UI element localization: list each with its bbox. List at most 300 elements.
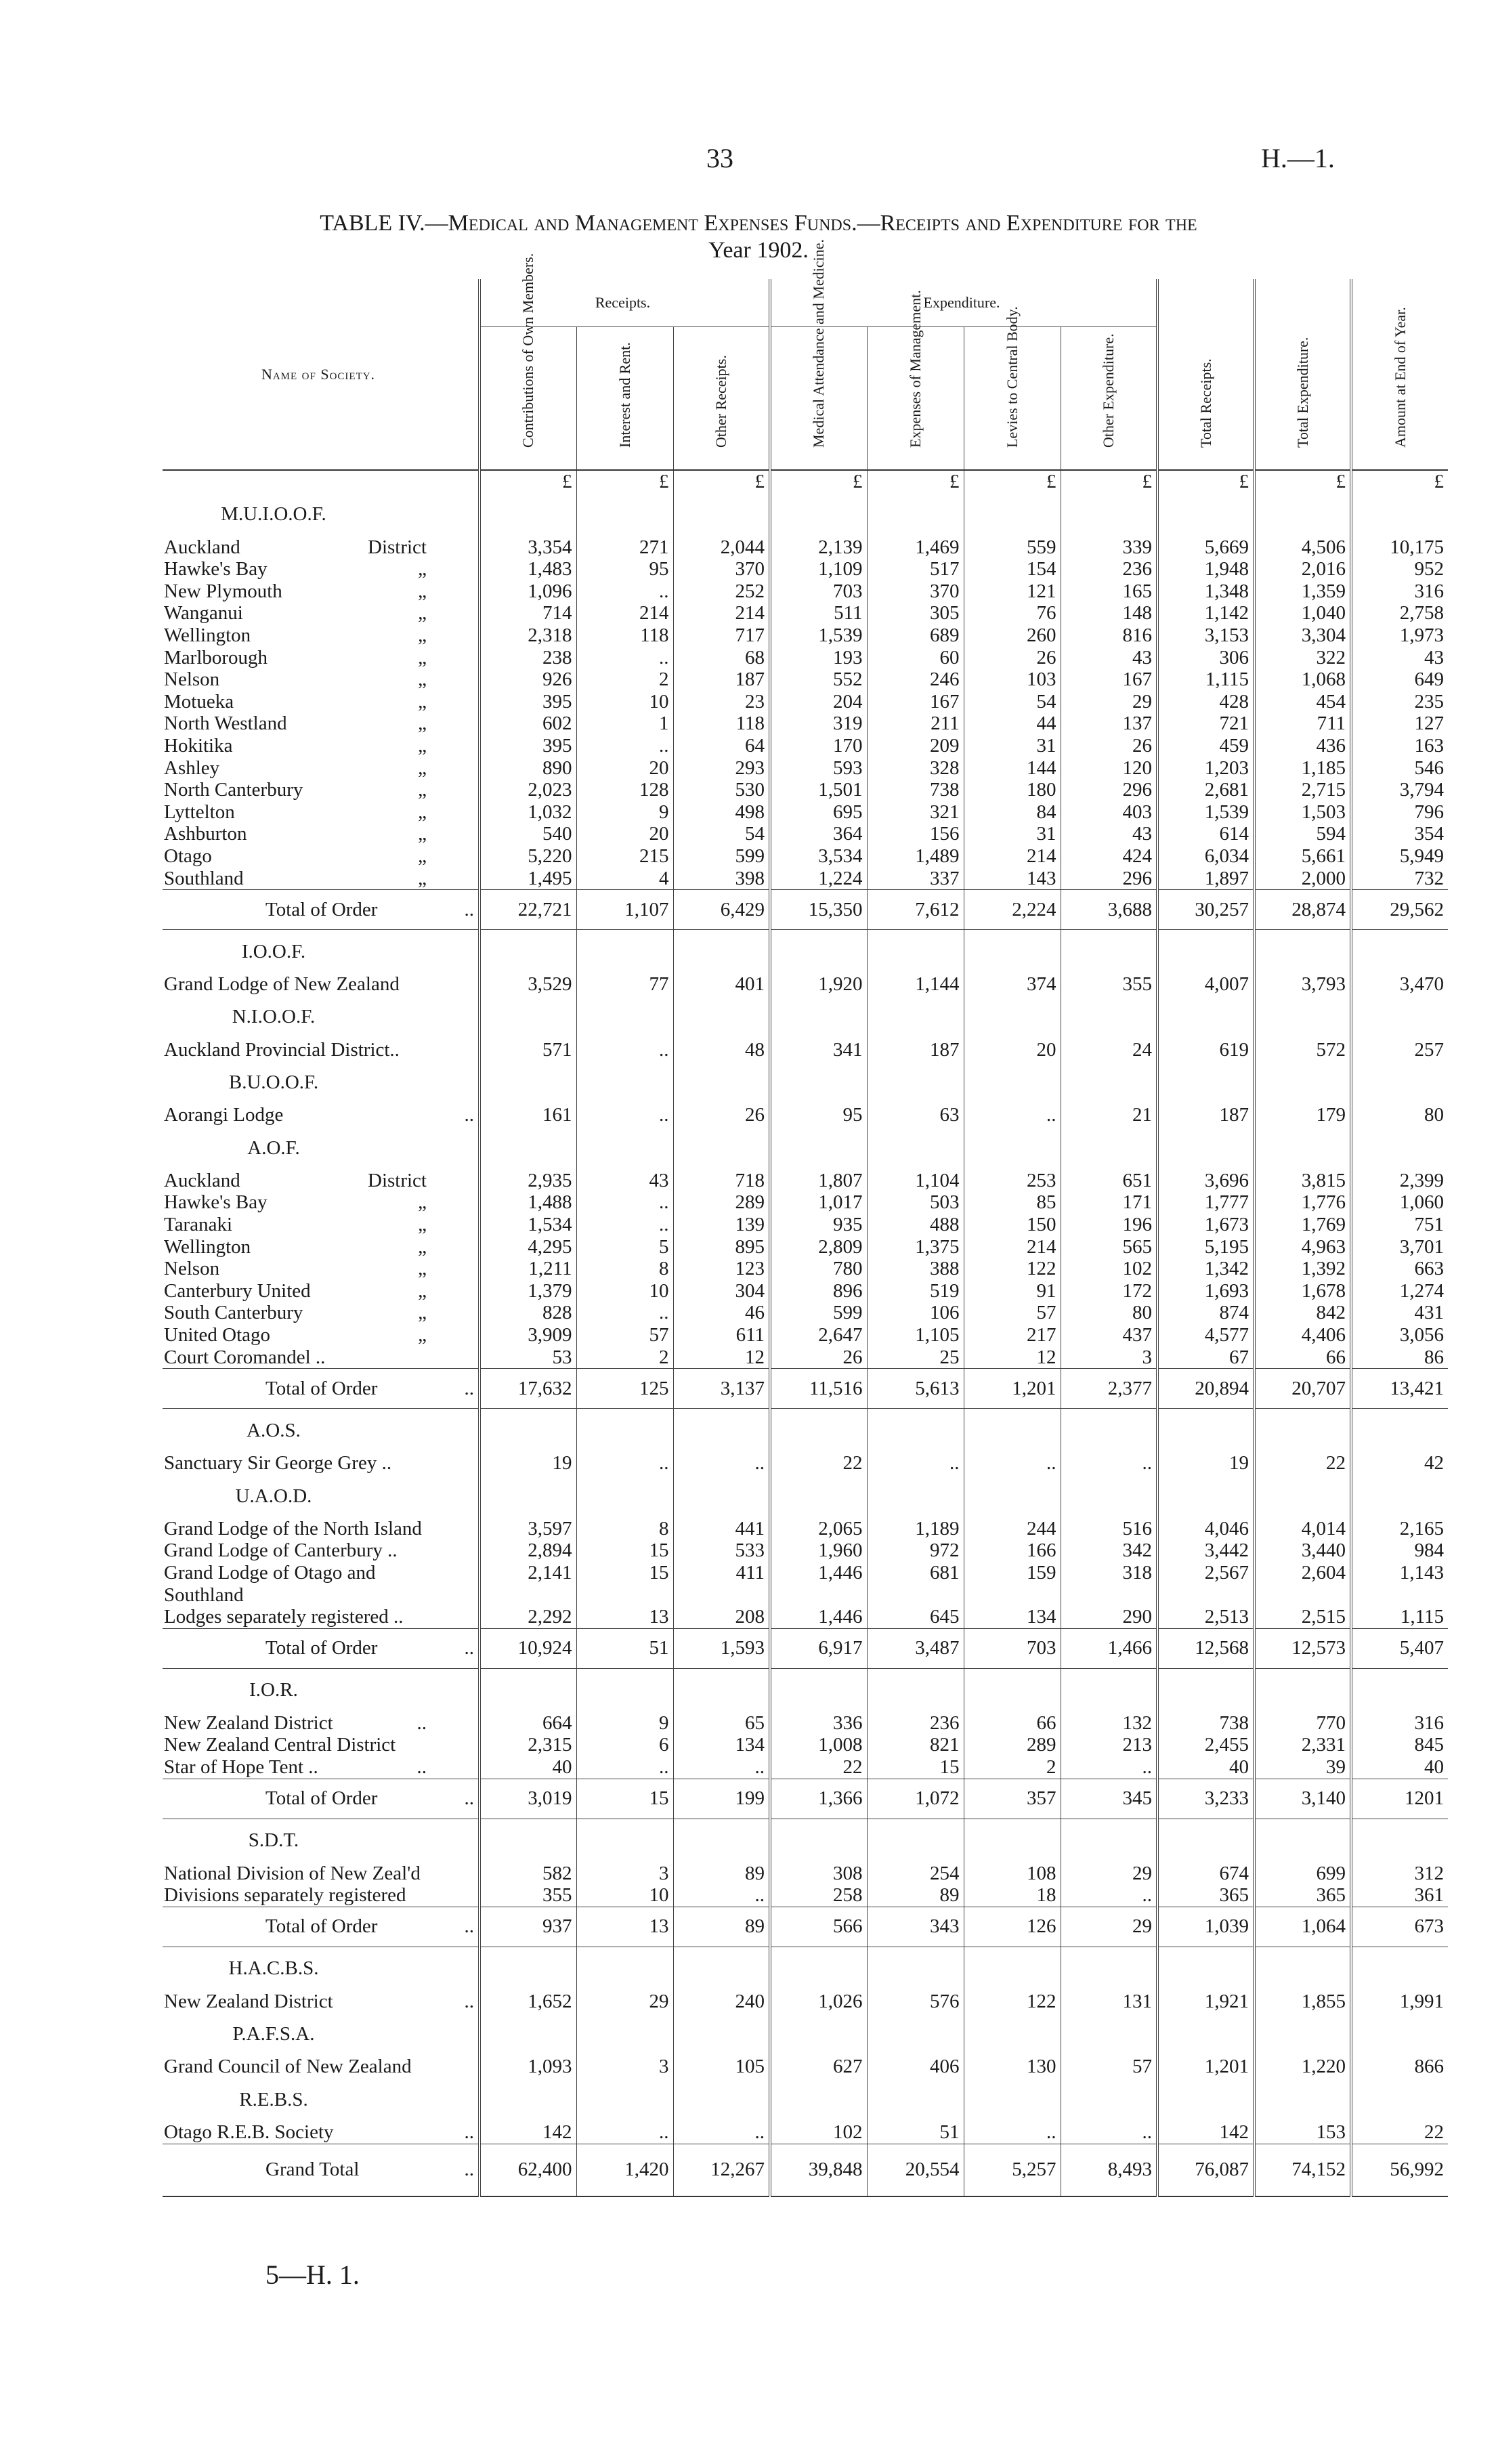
table-cell: ..: [576, 1039, 673, 1061]
table-cell: 2,139: [770, 536, 867, 559]
table-cell: 84: [964, 801, 1061, 824]
table-cell: 3,529: [479, 973, 576, 996]
table-cell: 170: [770, 735, 867, 757]
table-cell: 339: [1061, 536, 1157, 559]
table-cell: 1,040: [1254, 602, 1351, 624]
table-cell: 3,909: [479, 1324, 576, 1346]
society-name: Grand Lodge of Otago and: [164, 1562, 376, 1584]
table-cell: 128: [576, 779, 673, 801]
table-cell: 533: [673, 1539, 770, 1562]
table-cell: 1,855: [1254, 1991, 1351, 2013]
society-name: Aorangi Lodge ..: [164, 1104, 474, 1126]
table-cell: 62,400: [479, 2144, 576, 2196]
table-row: [163, 1302, 1448, 1324]
column-medical-attendance: Medical Attendance and Medicine.: [770, 327, 867, 471]
table-cell: 5,220: [479, 845, 576, 868]
society-group-heading: N.I.O.O.F.: [232, 1006, 316, 1028]
society-group-heading: P.A.F.S.A.: [232, 2023, 315, 2045]
table-cell: 8: [576, 1258, 673, 1280]
table-row: [163, 1628, 1448, 1668]
table-cell: 40: [479, 1756, 576, 1779]
table-cell: 316: [1351, 580, 1448, 603]
table-cell: ..: [576, 1214, 673, 1236]
table-cell: ..: [576, 1104, 673, 1126]
table-cell: 43: [576, 1170, 673, 1192]
column-amount-end-of-year: Amount at End of Year.: [1351, 279, 1448, 470]
table-title-line2: Year 1902.: [708, 238, 809, 263]
table-row: [163, 890, 1448, 930]
table-cell: 571: [479, 1039, 576, 1061]
society-name: Wanganui „: [164, 602, 427, 624]
table-cell: 594: [1254, 823, 1351, 845]
table-cell: 30,257: [1157, 890, 1254, 930]
table-cell: 395: [479, 735, 576, 757]
table-cell: 5,669: [1157, 536, 1254, 559]
society-name: Ashley „: [164, 757, 427, 779]
table-cell: 25: [867, 1346, 964, 1369]
column-contributions: Contributions of Own Members.: [479, 327, 576, 471]
table-cell: 214: [576, 602, 673, 624]
table-cell: 6,917: [770, 1628, 867, 1668]
society-name: Lyttelton „: [164, 801, 427, 823]
table-cell: 926: [479, 668, 576, 691]
table-cell: 43: [1061, 647, 1157, 669]
table-cell: 1,483: [479, 558, 576, 580]
table-cell: 10: [576, 1280, 673, 1302]
table-row: [163, 845, 1448, 868]
table-cell: 42: [1351, 1452, 1448, 1474]
order-total-label: Total of Order ..: [163, 1369, 479, 1409]
table-cell: 2,567: [1157, 1562, 1254, 1584]
table-cell: 15: [576, 1539, 673, 1562]
table-cell: 552: [770, 668, 867, 691]
table-cell: 1,503: [1254, 801, 1351, 824]
table-cell: 1,348: [1157, 580, 1254, 603]
table-cell: 3,304: [1254, 624, 1351, 647]
table-cell: 361: [1351, 1884, 1448, 1907]
society-name: Sanctuary Sir George Grey ..: [164, 1452, 392, 1474]
table-cell: 12: [673, 1346, 770, 1369]
table-cell: 1,224: [770, 868, 867, 890]
table-cell: 3,696: [1157, 1170, 1254, 1192]
table-cell: 821: [867, 1734, 964, 1756]
table-cell: 1,652: [479, 1991, 576, 2013]
table-cell: 54: [964, 691, 1061, 713]
table-cell: 68: [673, 647, 770, 669]
table-cell: 89: [673, 1863, 770, 1885]
table-cell: 3,470: [1351, 973, 1448, 996]
table-cell: 257: [1351, 1039, 1448, 1061]
table-cell: 3,442: [1157, 1539, 1254, 1562]
society-group-heading: M.U.I.O.O.F.: [221, 503, 326, 526]
table-cell: 106: [867, 1302, 964, 1324]
table-cell: 614: [1157, 823, 1254, 845]
table-cell: 2,141: [479, 1562, 576, 1584]
table-cell: 2,377: [1061, 1369, 1157, 1409]
society-name: New Plymouth „: [164, 580, 427, 602]
table-cell: 4,007: [1157, 973, 1254, 996]
table-cell: 15: [576, 1779, 673, 1819]
table-cell: 540: [479, 823, 576, 845]
table-cell: 674: [1157, 1863, 1254, 1885]
table-cell: 204: [770, 691, 867, 713]
table-cell: 172: [1061, 1280, 1157, 1302]
table-cell: 1,032: [479, 801, 576, 824]
society-name: Auckland District: [164, 536, 427, 558]
table-cell: 2,715: [1254, 779, 1351, 801]
table-cell: 22: [770, 1756, 867, 1779]
table-cell: 1,375: [867, 1236, 964, 1258]
table-cell: 3,597: [479, 1518, 576, 1540]
table-cell: 2: [576, 1346, 673, 1369]
table-cell: 40: [1351, 1756, 1448, 1779]
table-cell: 143: [964, 868, 1061, 890]
group-receipts: Receipts.: [479, 279, 770, 327]
table-cell: 64: [673, 735, 770, 757]
table-cell: 699: [1254, 1863, 1351, 1885]
table-cell: 1,678: [1254, 1280, 1351, 1302]
table-cell: 63: [867, 1104, 964, 1126]
column-levies-central-body: Levies to Central Body.: [964, 327, 1061, 471]
table-cell: 142: [479, 2121, 576, 2144]
table-cell: 51: [867, 2121, 964, 2144]
society-group-heading: I.O.O.F.: [241, 940, 306, 962]
table-row: [163, 735, 1448, 757]
table-cell: 1,359: [1254, 580, 1351, 603]
table-cell: 67: [1157, 1346, 1254, 1369]
table-cell: 1,026: [770, 1991, 867, 2013]
table-cell: 132: [1061, 1712, 1157, 1735]
table-row: [163, 1369, 1448, 1409]
table-cell: 2,809: [770, 1236, 867, 1258]
table-row: [163, 973, 1448, 996]
society-name: United Otago „: [164, 1324, 427, 1346]
table-cell: 6: [576, 1734, 673, 1756]
table-row: [163, 2121, 1448, 2144]
unit-label: £: [479, 470, 576, 493]
table-cell: 689: [867, 624, 964, 647]
table-row: [163, 647, 1448, 669]
table-cell: 15: [867, 1756, 964, 1779]
table-cell: 161: [479, 1104, 576, 1126]
table-cell: 2: [964, 1756, 1061, 1779]
table-cell: 424: [1061, 845, 1157, 868]
table-cell: 651: [1061, 1170, 1157, 1192]
table-cell: 1,495: [479, 868, 576, 890]
table-cell: 1,469: [867, 536, 964, 559]
table-cell: 43: [1061, 823, 1157, 845]
table-cell: 167: [1061, 668, 1157, 691]
table-row: [163, 1734, 1448, 1756]
society-name: South Canterbury „: [164, 1302, 427, 1324]
table-cell: 322: [1254, 647, 1351, 669]
table-row: [163, 558, 1448, 580]
table-row: [163, 1236, 1448, 1258]
table-cell: 126: [964, 1907, 1061, 1947]
table-cell: 1,593: [673, 1628, 770, 1668]
table-cell: 1,693: [1157, 1280, 1254, 1302]
table-cell: 2,000: [1254, 868, 1351, 890]
table-cell: 296: [1061, 779, 1157, 801]
table-cell: 593: [770, 757, 867, 780]
table-cell: 20: [576, 757, 673, 780]
society-name: Southland: [164, 1584, 244, 1606]
society-name: Wellington „: [164, 1235, 427, 1258]
table-cell: 258: [770, 1884, 867, 1907]
table-cell: 602: [479, 713, 576, 735]
table-cell: 159: [964, 1562, 1061, 1584]
table-cell: 13: [576, 1907, 673, 1947]
table-cell: 74,152: [1254, 2144, 1351, 2196]
table-cell: 1,142: [1157, 602, 1254, 624]
table-cell: ..: [576, 1756, 673, 1779]
table-row: [163, 868, 1448, 890]
table-cell: 196: [1061, 1214, 1157, 1236]
table-cell: 1,105: [867, 1324, 964, 1346]
table-cell: 441: [673, 1518, 770, 1540]
table-row: [163, 624, 1448, 647]
society-name: Wellington „: [164, 624, 427, 646]
table-row: [163, 1907, 1448, 1947]
table-cell: 29: [1061, 691, 1157, 713]
society-name: Hawke's Bay „: [164, 1191, 427, 1214]
table-cell: 2,647: [770, 1324, 867, 1346]
table-row: [163, 1712, 1448, 1735]
table-cell: 125: [576, 1369, 673, 1409]
unit-label: £: [1061, 470, 1157, 493]
table-cell: 18: [964, 1884, 1061, 1907]
table-cell: ..: [964, 1104, 1061, 1126]
table-cell: 1,807: [770, 1170, 867, 1192]
table-cell: 10,924: [479, 1628, 576, 1668]
table-cell: 12: [964, 1346, 1061, 1369]
table-cell: 137: [1061, 713, 1157, 735]
table-cell: 1,897: [1157, 868, 1254, 890]
table-cell: 215: [576, 845, 673, 868]
table-row: [163, 1947, 1448, 1991]
table-cell: 2,331: [1254, 1734, 1351, 1756]
table-cell: 649: [1351, 668, 1448, 691]
table-cell: ..: [576, 580, 673, 603]
table-cell: 355: [1061, 973, 1157, 996]
table-cell: 31: [964, 735, 1061, 757]
table-cell: 1,064: [1254, 1907, 1351, 1947]
table-cell: 370: [673, 558, 770, 580]
society-group-heading: I.O.R.: [249, 1679, 298, 1701]
table-cell: 293: [673, 757, 770, 780]
table-cell: 180: [964, 779, 1061, 801]
table-cell: 171: [1061, 1191, 1157, 1214]
table-cell: 235: [1351, 691, 1448, 713]
society-name: Grand Lodge of the North Island: [164, 1517, 422, 1539]
table-row: [163, 1061, 1448, 1104]
table-cell: 498: [673, 801, 770, 824]
table-cell: 459: [1157, 735, 1254, 757]
table-row: [163, 1191, 1448, 1214]
table-cell: 5,257: [964, 2144, 1061, 2196]
table-cell: 139: [673, 1214, 770, 1236]
column-interest-rent: Interest and Rent.: [576, 327, 673, 471]
table-cell: 95: [576, 558, 673, 580]
group-expenditure: Expenditure.: [770, 279, 1157, 327]
table-cell: 1,189: [867, 1518, 964, 1540]
table-cell: ..: [576, 2121, 673, 2144]
table-cell: 1,446: [770, 1562, 867, 1584]
table-cell: 436: [1254, 735, 1351, 757]
table-cell: 428: [1157, 691, 1254, 713]
table-cell: 341: [770, 1039, 867, 1061]
table-cell: 1,017: [770, 1191, 867, 1214]
order-total-label: Total of Order ..: [163, 1628, 479, 1668]
table-row: [163, 1819, 1448, 1863]
table-cell: 20: [576, 823, 673, 845]
society-name: North Canterbury „: [164, 779, 427, 801]
table-cell: 29,562: [1351, 890, 1448, 930]
table-row: [163, 1409, 1448, 1453]
society-name: Southland „: [164, 867, 427, 889]
table-row: [163, 1104, 1448, 1126]
table-cell: ..: [576, 1191, 673, 1214]
table-row: [163, 779, 1448, 801]
table-cell: 3: [1061, 1346, 1157, 1369]
table-cell: 5,949: [1351, 845, 1448, 868]
table-cell: 718: [673, 1170, 770, 1192]
table-cell: 401: [673, 973, 770, 996]
table-cell: 76,087: [1157, 2144, 1254, 2196]
table-cell: ..: [673, 2121, 770, 2144]
table-cell: 5,407: [1351, 1628, 1448, 1668]
table-cell: 2,399: [1351, 1170, 1448, 1192]
table-cell: 1,211: [479, 1258, 576, 1280]
table-cell: ..: [867, 1452, 964, 1474]
table-cell: 85: [964, 1191, 1061, 1214]
table-cell: 134: [673, 1734, 770, 1756]
table-cell: 1: [576, 713, 673, 735]
table-cell: 102: [770, 2121, 867, 2144]
table-cell: 565: [1061, 1236, 1157, 1258]
table-cell: 20,554: [867, 2144, 964, 2196]
table-cell: 1,342: [1157, 1258, 1254, 1280]
table-cell: 395: [479, 691, 576, 713]
column-name-of-society: Name of Society.: [163, 279, 479, 470]
table-cell: 19: [479, 1452, 576, 1474]
society-name: Auckland Provincial District..: [164, 1038, 400, 1061]
table-cell: 3,793: [1254, 973, 1351, 996]
table-row: [163, 713, 1448, 735]
table-cell: 20: [964, 1039, 1061, 1061]
table-cell: 1,488: [479, 1191, 576, 1214]
column-expenses-management: Expenses of Management.: [867, 327, 964, 471]
table-row: [163, 1346, 1448, 1369]
table-row: [163, 668, 1448, 691]
unit-label: £: [770, 470, 867, 493]
table-cell: 252: [673, 580, 770, 603]
table-cell: 13: [576, 1606, 673, 1628]
unit-label: £: [673, 470, 770, 493]
table-row: [163, 996, 1448, 1039]
table-cell: 130: [964, 2056, 1061, 2078]
table-cell: 254: [867, 1863, 964, 1885]
table-cell: 187: [867, 1039, 964, 1061]
table-cell: 1,093: [479, 2056, 576, 2078]
table-cell: 7,612: [867, 890, 964, 930]
table-cell: 342: [1061, 1539, 1157, 1562]
table-cell: 1,446: [770, 1606, 867, 1628]
table-row: [163, 2012, 1448, 2056]
table-cell: 751: [1351, 1214, 1448, 1236]
table-cell: 732: [1351, 868, 1448, 890]
table-cell: 673: [1351, 1907, 1448, 1947]
table-cell: 1,185: [1254, 757, 1351, 780]
society-name: Marlborough „: [164, 646, 427, 668]
table-cell: ..: [1061, 1756, 1157, 1779]
society-group-heading: A.O.S.: [247, 1419, 301, 1441]
table-cell: 3,056: [1351, 1324, 1448, 1346]
table-cell: 120: [1061, 757, 1157, 780]
table-cell: 12,267: [673, 2144, 770, 2196]
table-cell: 65: [673, 1712, 770, 1735]
table-cell: 134: [964, 1606, 1061, 1628]
table-cell: 122: [964, 1991, 1061, 2013]
table-cell: 357: [964, 1779, 1061, 1819]
table-cell: 1,143: [1351, 1562, 1448, 1584]
table-cell: 517: [867, 558, 964, 580]
table-cell: 144: [964, 757, 1061, 780]
table-cell: 1,144: [867, 973, 964, 996]
table-cell: 60: [867, 647, 964, 669]
table-cell: 24: [1061, 1039, 1157, 1061]
table-cell: 576: [867, 1991, 964, 2013]
table-cell: 2,165: [1351, 1518, 1448, 1540]
table-cell: 148: [1061, 602, 1157, 624]
society-name: Grand Lodge of Canterbury ..: [164, 1539, 398, 1562]
table-cell: 89: [867, 1884, 964, 1907]
table-cell: 2,292: [479, 1606, 576, 1628]
table-cell: 337: [867, 868, 964, 890]
table-cell: 10: [576, 1884, 673, 1907]
order-total-label: Total of Order ..: [163, 890, 479, 930]
table-cell: 952: [1351, 558, 1448, 580]
table-cell: 1,104: [867, 1170, 964, 1192]
unit-label: £: [964, 470, 1061, 493]
table-cell: 370: [867, 580, 964, 603]
table-cell: 681: [867, 1562, 964, 1584]
society-name: Otago R.E.B. Society ..: [164, 2121, 474, 2143]
table-cell: 2,513: [1157, 1606, 1254, 1628]
table-cell: 3,701: [1351, 1236, 1448, 1258]
signature-mark: 5—H. 1.: [265, 2259, 360, 2290]
order-total-label: Total of Order ..: [163, 1779, 479, 1819]
table-cell: 1,921: [1157, 1991, 1254, 2013]
table-cell: 40: [1157, 1756, 1254, 1779]
grand-total-label: Grand Total ..: [163, 2144, 479, 2196]
table-cell: 431: [1351, 1302, 1448, 1324]
table-cell: 828: [479, 1302, 576, 1324]
table-cell: 80: [1351, 1104, 1448, 1126]
table-cell: 711: [1254, 713, 1351, 735]
table-cell: 89: [673, 1907, 770, 1947]
table-cell: 1,274: [1351, 1280, 1448, 1302]
table-cell: 2,515: [1254, 1606, 1351, 1628]
table-cell: 1,991: [1351, 1991, 1448, 2013]
table-cell: 211: [867, 713, 964, 735]
table-cell: 1,115: [1351, 1606, 1448, 1628]
table-row: [163, 493, 1448, 536]
table-row: [163, 2144, 1448, 2196]
table-cell: 516: [1061, 1518, 1157, 1540]
table-cell: 2,758: [1351, 602, 1448, 624]
table-cell: 21: [1061, 1104, 1157, 1126]
